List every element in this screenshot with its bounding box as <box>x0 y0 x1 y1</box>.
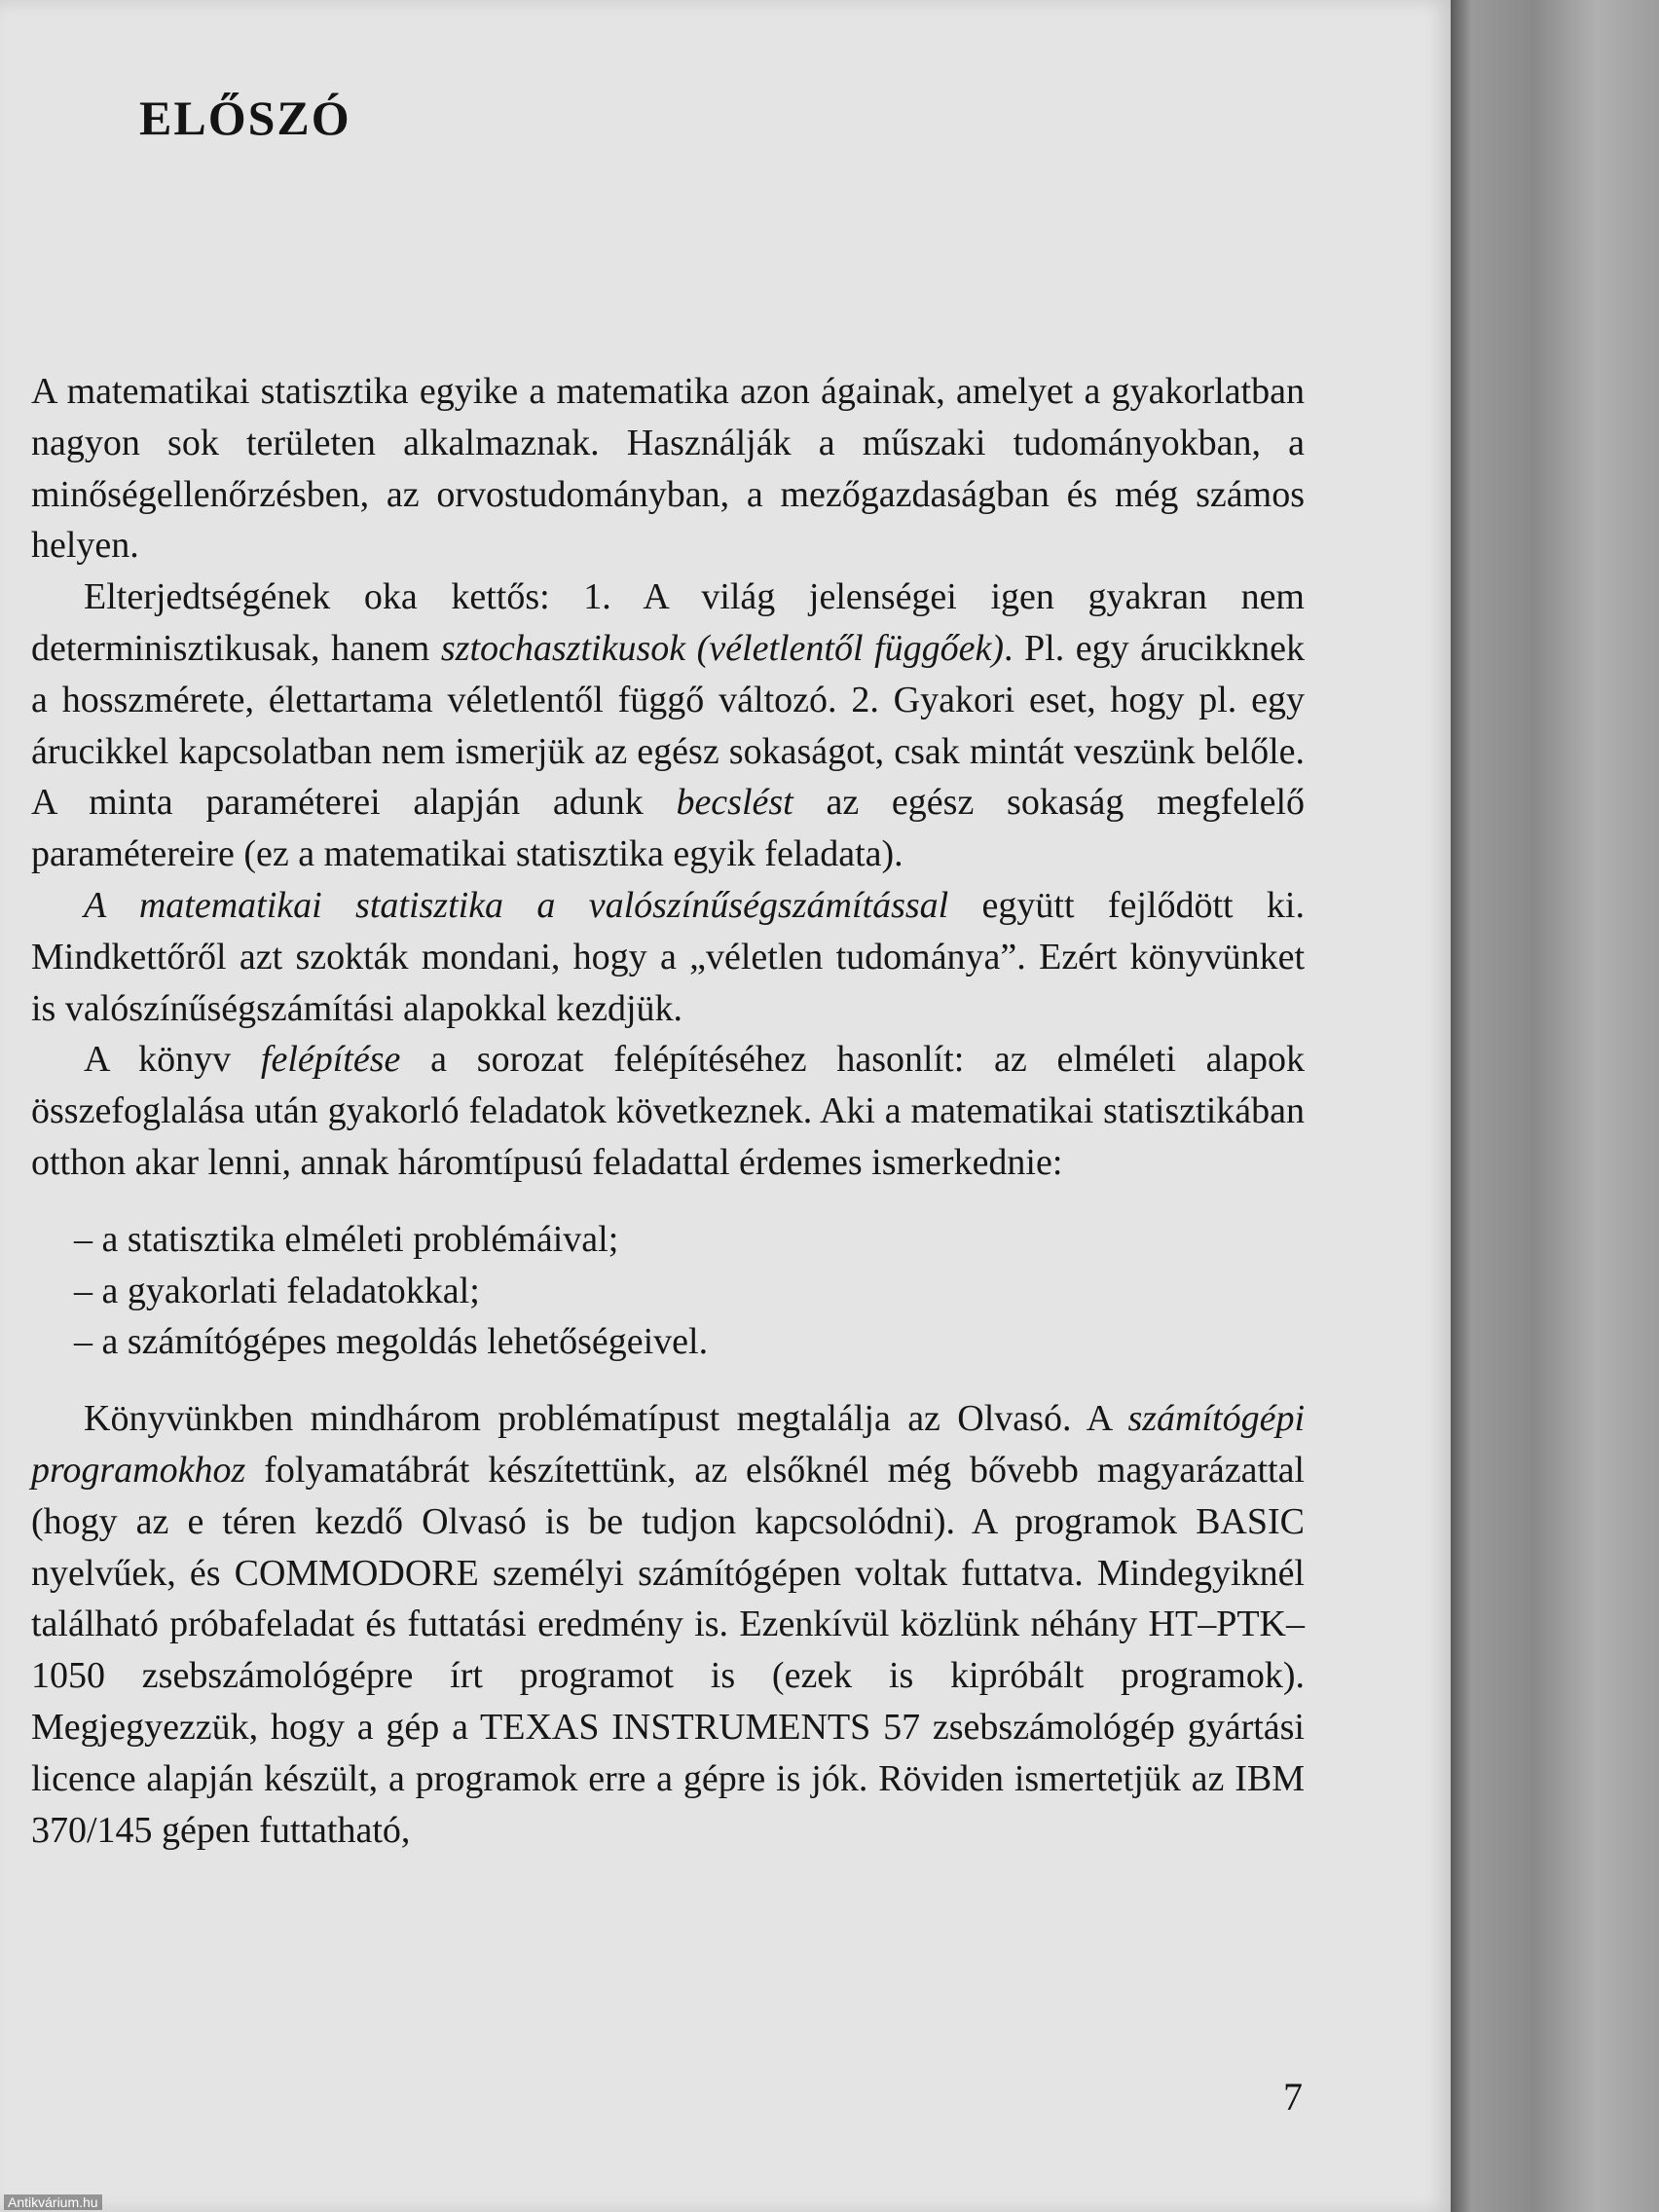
paragraph-1 <box>31 366 1305 571</box>
page-title: ELŐSZÓ <box>139 91 351 145</box>
text-segment: . Pl. egy árucikknek a hosszmérete, élettartama véletlentől függő változó. 2. Gyakori eset, hogy pl. egy árucikkel kapcsolatban nem ismerjük az egész sokaságot, csak mintát veszünk belőle. A minta paraméterei alapján adunk <box>31 627 1305 824</box>
italic-segment: A matematikai statisztika a valószínűségszámítással <box>84 884 949 926</box>
paragraph-3 <box>31 880 1305 1034</box>
list-item: – a statisztika elméleti problémáival; <box>74 1218 619 1260</box>
text-segment: Elterjedtségének oka kettős: 1. A világ jelenségei igen gyakran nem determinisztikusak, hanem <box>31 576 1305 669</box>
page-number: 7 <box>1283 2075 1303 2119</box>
text-segment: A könyv <box>84 1039 261 1081</box>
italic-segment: számítógépi programokhoz <box>31 1398 1305 1491</box>
italic-segment: becslést <box>676 782 793 824</box>
list-item: – a számítógépes megoldás lehetőségeivel. <box>74 1321 709 1363</box>
body-text <box>31 366 1305 1856</box>
paragraph-2 <box>31 571 1305 880</box>
list-item: – a gyakorlati feladatokkal; <box>74 1270 480 1311</box>
text-segment: a sorozat felépítéséhez hasonlít: az elméleti alapok összefoglalása után gyakorló feladatok következnek. Aki a matematikai statisztikában otthon akar lenni, annak háromtípusú feladattal érdemes ismerkednie: <box>31 1039 1305 1183</box>
text-segment: folyamatábrát készítettünk, az elsőknél még bővebb magyarázattal (hogy az e téren kezdő Olvasó is be tudjon kapcsolódni). A programok BASIC nyelvűek, és COMMODORE személyi számítógépen voltak futtatva. Mindegyiknél található próbafeladat és futtatási eredmény is. Ezenkívül közlünk néhány HT–PTK–1050 zsebszámológépre írt programot is (ezek is kipróbált programok). Megjegyezzük, hogy a gép a TEXAS INSTRUMENTS 57 zsebszámológép gyártási licence alapján készült, a programok erre a gépre is jók. Röviden ismertetjük az IBM 370/145 gépen futtatható, <box>31 1449 1305 1851</box>
italic-segment: felépítése <box>260 1039 401 1081</box>
paragraph-5 <box>31 1393 1305 1856</box>
paragraph-4 <box>31 1034 1305 1188</box>
text-segment: az egész sokaság megfelelő paramétereire (ez a matematikai statisztika egyik feladata). <box>31 782 1306 875</box>
italic-segment: sztochasztikusok (véletlentől függőek) <box>440 627 1005 669</box>
text-segment: együtt fejlődött ki. Mindkettőről azt szokták mondani, hogy a „véletlen tudománya”. Ezért könyvünket is valószínűségszámítási alapokkal kezdjük. <box>31 884 1305 1029</box>
text-segment: A matematikai statisztika egyike a matematika azon ágainak, amelyet a gyakorlatban nagyon sok területen alkalmaznak. Használják a műszaki tudományokban, a minőségellenőrzésben, az orvostudományban, a mezőgazdaságban és még számos helyen. <box>31 371 1305 567</box>
bullet-list <box>31 1214 1305 1368</box>
watermark: Antikvárium.hu <box>4 2194 102 2210</box>
page-edge-background <box>1451 0 1659 2212</box>
text-segment: Könyvünkben mindhárom problématípust megtalálja az Olvasó. A <box>84 1398 1128 1440</box>
